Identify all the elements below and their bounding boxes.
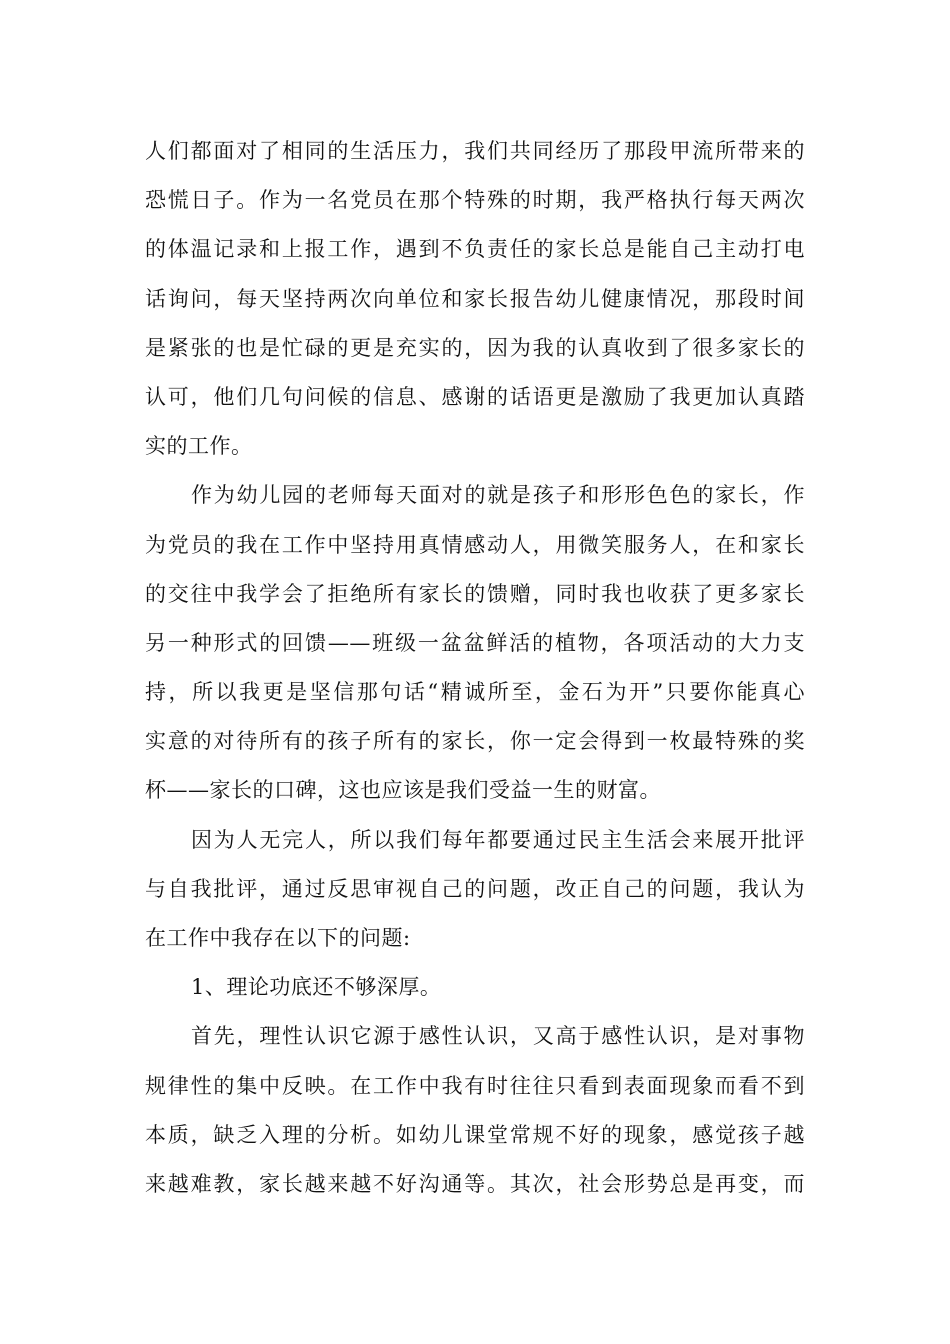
text-line: 为党员的我在工作中坚持用真情感动人，用微笑服务人，在和家长 — [145, 532, 805, 557]
text-line: 作为幼儿园的老师每天面对的就是孩子和形形色色的家长，作 — [191, 483, 805, 508]
paragraph-3 — [145, 816, 805, 964]
paragraph-2 — [145, 471, 805, 815]
text-line: 与自我批评，通过反思审视自己的问题，改正自己的问题，我认为 — [145, 876, 805, 901]
text-line: 因为人无完人，所以我们每年都要通过民主生活会来展开批评 — [191, 827, 805, 852]
text-line: 另一种形式的回馈——班级一盆盆鲜活的植物，各项活动的大力支 — [145, 630, 805, 655]
document-body — [145, 127, 805, 1209]
text-line: 人们都面对了相同的生活压力，我们共同经历了那段甲流所带来的 — [145, 139, 805, 163]
text-line: 来越难教，家长越来越不好沟通等。其次，社会形势总是再变，而 — [145, 1171, 805, 1196]
text-line: 本质，缺乏入理的分析。如幼儿课堂常规不好的现象，感觉孩子越 — [145, 1122, 805, 1147]
text-line: 在工作中我存在以下的问题: — [145, 926, 411, 950]
text-line: 持，所以我更是坚信那句话“精诚所至，金石为开”只要你能真心 — [145, 680, 805, 705]
text-line: 话询问，每天坚持两次向单位和家长报告幼儿健康情况，那段时间 — [145, 286, 805, 311]
text-line: 实的工作。 — [145, 434, 253, 459]
text-line: 的体温记录和上报工作，遇到不负责任的家长总是能自己主动打电 — [145, 237, 805, 262]
list-item-heading-1 — [145, 963, 805, 1012]
paragraph-1 — [145, 127, 805, 471]
text-line: 实意的对待所有的孩子所有的家长，你一定会得到一枚最特殊的奖 — [145, 729, 805, 754]
text-line: 是紧张的也是忙碌的更是充实的，因为我的认真收到了很多家长的 — [145, 335, 805, 360]
text-line: 恐慌日子。作为一名党员在那个特殊的时期，我严格执行每天两次 — [145, 188, 805, 213]
text-line: 的交往中我学会了拒绝所有家长的馈赠，同时我也收获了更多家长 — [145, 581, 805, 606]
text-line: 杯——家长的口碑，这也应该是我们受益一生的财富。 — [145, 778, 661, 803]
text-line: 规律性的集中反映。在工作中我有时往往只看到表面现象而看不到 — [145, 1073, 805, 1098]
text-line: 首先，理性认识它源于感性认识，又高于感性认识，是对事物 — [191, 1024, 805, 1049]
text-line: 认可，他们几句问候的信息、感谢的话语更是激励了我更加认真踏 — [145, 384, 805, 409]
paragraph-5 — [145, 1012, 805, 1209]
text-line: 1、理论功底还不够深厚。 — [191, 975, 442, 1000]
